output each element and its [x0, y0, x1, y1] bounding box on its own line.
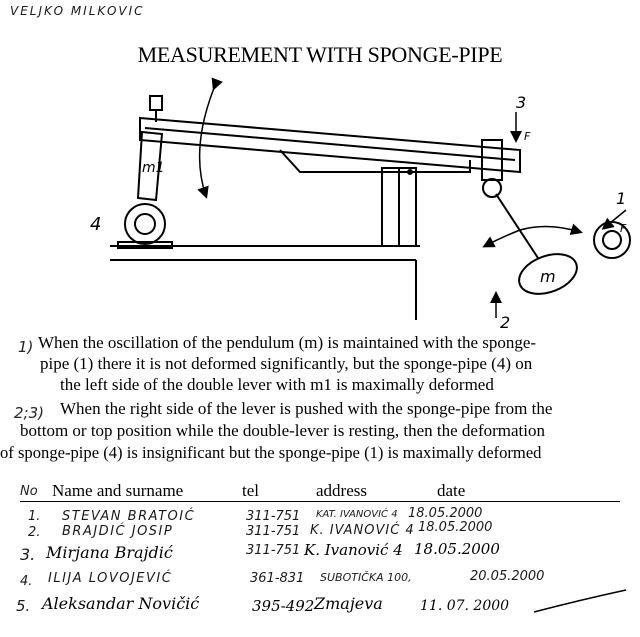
- note-2-line-3: of sponge-pipe (4) is insignificant but the sponge-pipe (1) is maximally deformed: [0, 443, 542, 462]
- row-3-name: Mirjana Brajdić: [46, 543, 173, 562]
- base-plate: [110, 246, 420, 320]
- row-3-no: 3.: [20, 545, 36, 564]
- swing-arrow-pendulum-back: [485, 230, 520, 246]
- note-2-line-1: When the right side of the lever is pushed with the sponge-pipe from the: [60, 399, 553, 418]
- label-1: 1: [616, 189, 627, 208]
- header-name: Name and surname: [52, 481, 184, 500]
- row-5-name: Aleksandar Novičić: [42, 594, 200, 613]
- header-tel: tel: [242, 481, 259, 500]
- row-2-address: K. IVANOVIĆ 4: [310, 523, 415, 538]
- row-2-date: 18.05.2000: [418, 520, 493, 535]
- row-1-address: KAT. IVANOVIĆ 4: [316, 509, 398, 520]
- double-lever-beam: [140, 118, 520, 172]
- m1-weight: [138, 96, 162, 200]
- signature-flourish: [530, 586, 630, 616]
- label-3: 3: [516, 93, 527, 112]
- header-date: date: [437, 481, 466, 500]
- row-1-date: 18.05.2000: [408, 506, 483, 521]
- sponge-pipe-4: [118, 204, 172, 248]
- row-2-no: 2.: [28, 525, 41, 540]
- label-m1: m1: [142, 160, 165, 176]
- label-f-right: F: [620, 222, 627, 235]
- swing-arrow-pendulum: [520, 226, 580, 232]
- row-5-no: 5.: [16, 597, 31, 615]
- row-3-address: K. Ivanović 4: [304, 541, 403, 559]
- row-2-name: BRAJDIĆ JOSIP: [62, 524, 174, 539]
- row-2-tel: 311-751: [246, 524, 301, 539]
- row-4-date: 20.05.2000: [470, 569, 545, 584]
- label-m: m: [540, 267, 556, 286]
- row-1-name: STEVAN BRATOIĆ: [62, 509, 196, 524]
- row-3-date: 18.05.2000: [414, 540, 500, 558]
- label-4: 4: [90, 214, 102, 235]
- support-post: [382, 168, 416, 246]
- row-5-address: Zmajeva: [314, 594, 383, 613]
- row-4-name: ILIJA LOVOJEVIĆ: [48, 571, 173, 586]
- note-2-line-2: bottom or top position while the double-lever is resting, then the deformation: [20, 421, 546, 440]
- note-1-number: 1): [18, 338, 34, 356]
- row-4-address: SUBOTIČKA 100,: [320, 571, 412, 584]
- row-5-tel: 395-492: [252, 597, 315, 615]
- row-1-tel: 311-751: [246, 509, 301, 524]
- note-1-line-3: the left side of the double lever with m1 is maximally deformed: [60, 375, 494, 394]
- row-4-tel: 361-831: [250, 571, 305, 586]
- swing-arrow-left: [200, 88, 214, 196]
- label-2: 2: [500, 313, 511, 330]
- page-title: MEASUREMENT WITH SPONGE-PIPE: [137, 42, 503, 67]
- note-2-number: 2;3): [14, 404, 44, 422]
- header-address: address: [316, 481, 367, 500]
- header-underline: [20, 501, 620, 502]
- row-1-no: 1.: [28, 509, 41, 524]
- row-3-tel: 311-751: [246, 543, 301, 558]
- author-signature: VELJKO MILKOVIC: [10, 4, 145, 18]
- row-4-no: 4.: [20, 574, 33, 589]
- note-1-line-2: pipe (1) there it is not deformed significantly, but the sponge-pipe (4) on: [40, 354, 533, 373]
- note-1-line-1: When the oscillation of the pendulum (m) is maintained with the sponge-: [38, 333, 537, 352]
- row-5-date: 11. 07. 2000: [420, 598, 510, 614]
- label-f-top: F: [524, 130, 531, 143]
- header-no: No: [20, 484, 38, 499]
